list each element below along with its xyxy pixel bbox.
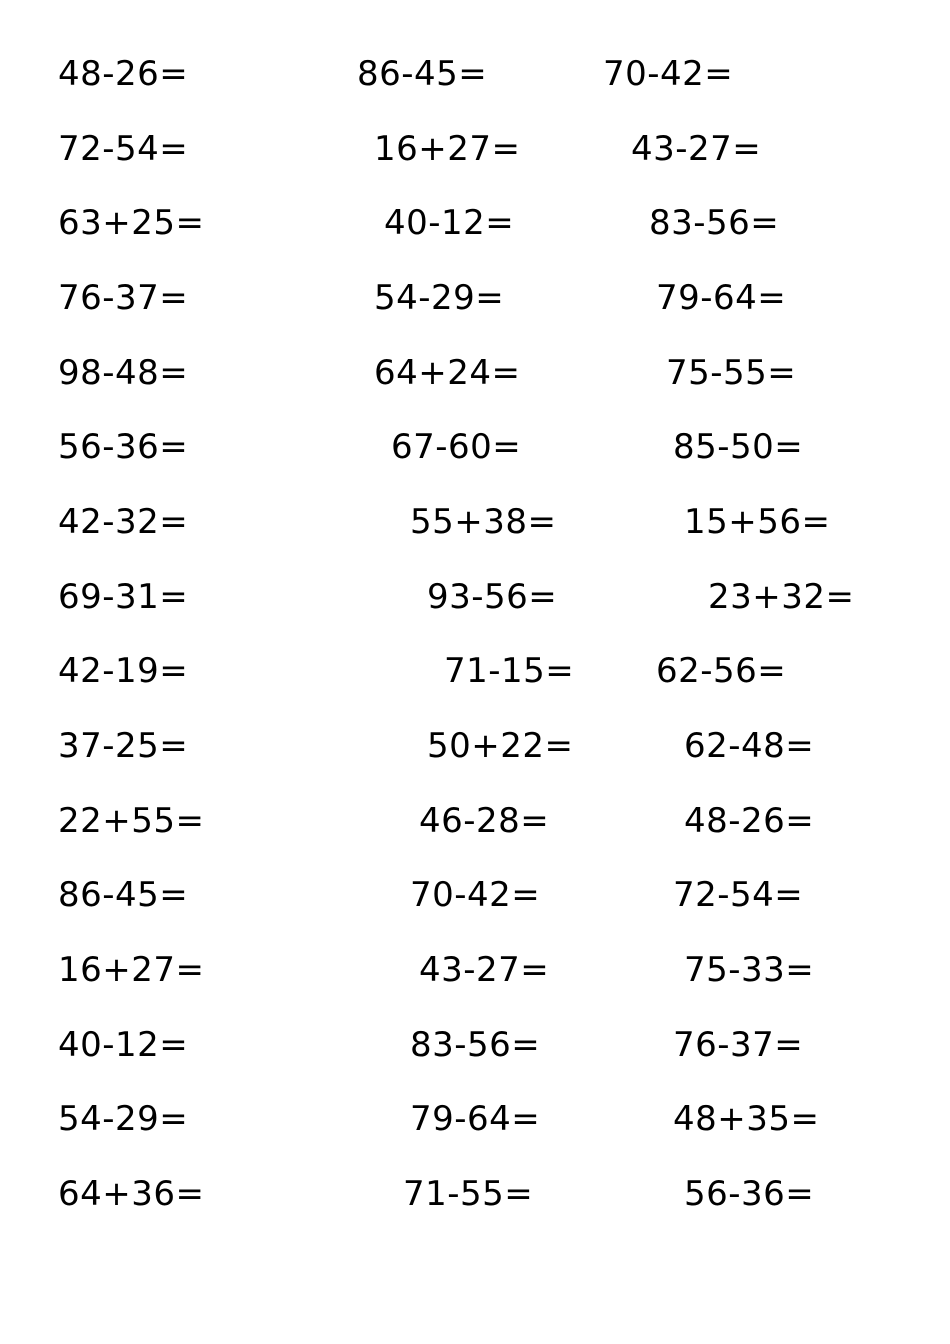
problem-r8-c1: 69-31= [58, 577, 189, 617]
problem-r12-c2: 70-42= [410, 875, 541, 915]
problem-r9-c1: 42-19= [58, 651, 189, 691]
problem-r8-c2: 93-56= [427, 577, 558, 617]
problem-r15-c2: 79-64= [410, 1099, 541, 1139]
problem-r13-c2: 43-27= [419, 950, 550, 990]
problem-r5-c2: 64+24= [374, 353, 521, 393]
problem-r15-c1: 54-29= [58, 1099, 189, 1139]
problem-r1-c2: 86-45= [357, 54, 488, 94]
problem-r3-c3: 83-56= [649, 203, 780, 243]
problem-r7-c2: 55+38= [410, 502, 557, 542]
problem-r3-c2: 40-12= [384, 203, 515, 243]
problem-r1-c1: 48-26= [58, 54, 189, 94]
problem-r16-c2: 71-55= [403, 1174, 534, 1214]
problem-r11-c1: 22+55= [58, 801, 205, 841]
problem-r15-c3: 48+35= [673, 1099, 820, 1139]
problem-r14-c1: 40-12= [58, 1025, 189, 1065]
problem-r5-c1: 98-48= [58, 353, 189, 393]
problem-r13-c1: 16+27= [58, 950, 205, 990]
problem-r10-c2: 50+22= [427, 726, 574, 766]
problem-r4-c2: 54-29= [374, 278, 505, 318]
problem-r4-c3: 79-64= [656, 278, 787, 318]
problem-r13-c3: 75-33= [684, 950, 815, 990]
problem-r7-c3: 15+56= [684, 502, 831, 542]
problem-r6-c3: 85-50= [673, 427, 804, 467]
problem-r2-c2: 16+27= [374, 129, 521, 169]
problem-r10-c1: 37-25= [58, 726, 189, 766]
problem-r14-c2: 83-56= [410, 1025, 541, 1065]
problem-r1-c3: 70-42= [603, 54, 734, 94]
problem-r9-c2: 71-15= [444, 651, 575, 691]
problem-r11-c2: 46-28= [419, 801, 550, 841]
problem-r14-c3: 76-37= [673, 1025, 804, 1065]
problem-r7-c1: 42-32= [58, 502, 189, 542]
problem-r6-c2: 67-60= [391, 427, 522, 467]
problem-r9-c3: 62-56= [656, 651, 787, 691]
problem-r16-c3: 56-36= [684, 1174, 815, 1214]
problem-r12-c1: 86-45= [58, 875, 189, 915]
problem-r4-c1: 76-37= [58, 278, 189, 318]
problem-r3-c1: 63+25= [58, 203, 205, 243]
problem-r8-c3: 23+32= [708, 577, 855, 617]
problem-r10-c3: 62-48= [684, 726, 815, 766]
problem-r11-c3: 48-26= [684, 801, 815, 841]
problem-r6-c1: 56-36= [58, 427, 189, 467]
problem-r12-c3: 72-54= [673, 875, 804, 915]
problem-r5-c3: 75-55= [666, 353, 797, 393]
problem-r2-c3: 43-27= [631, 129, 762, 169]
problem-r2-c1: 72-54= [58, 129, 189, 169]
problem-r16-c1: 64+36= [58, 1174, 205, 1214]
